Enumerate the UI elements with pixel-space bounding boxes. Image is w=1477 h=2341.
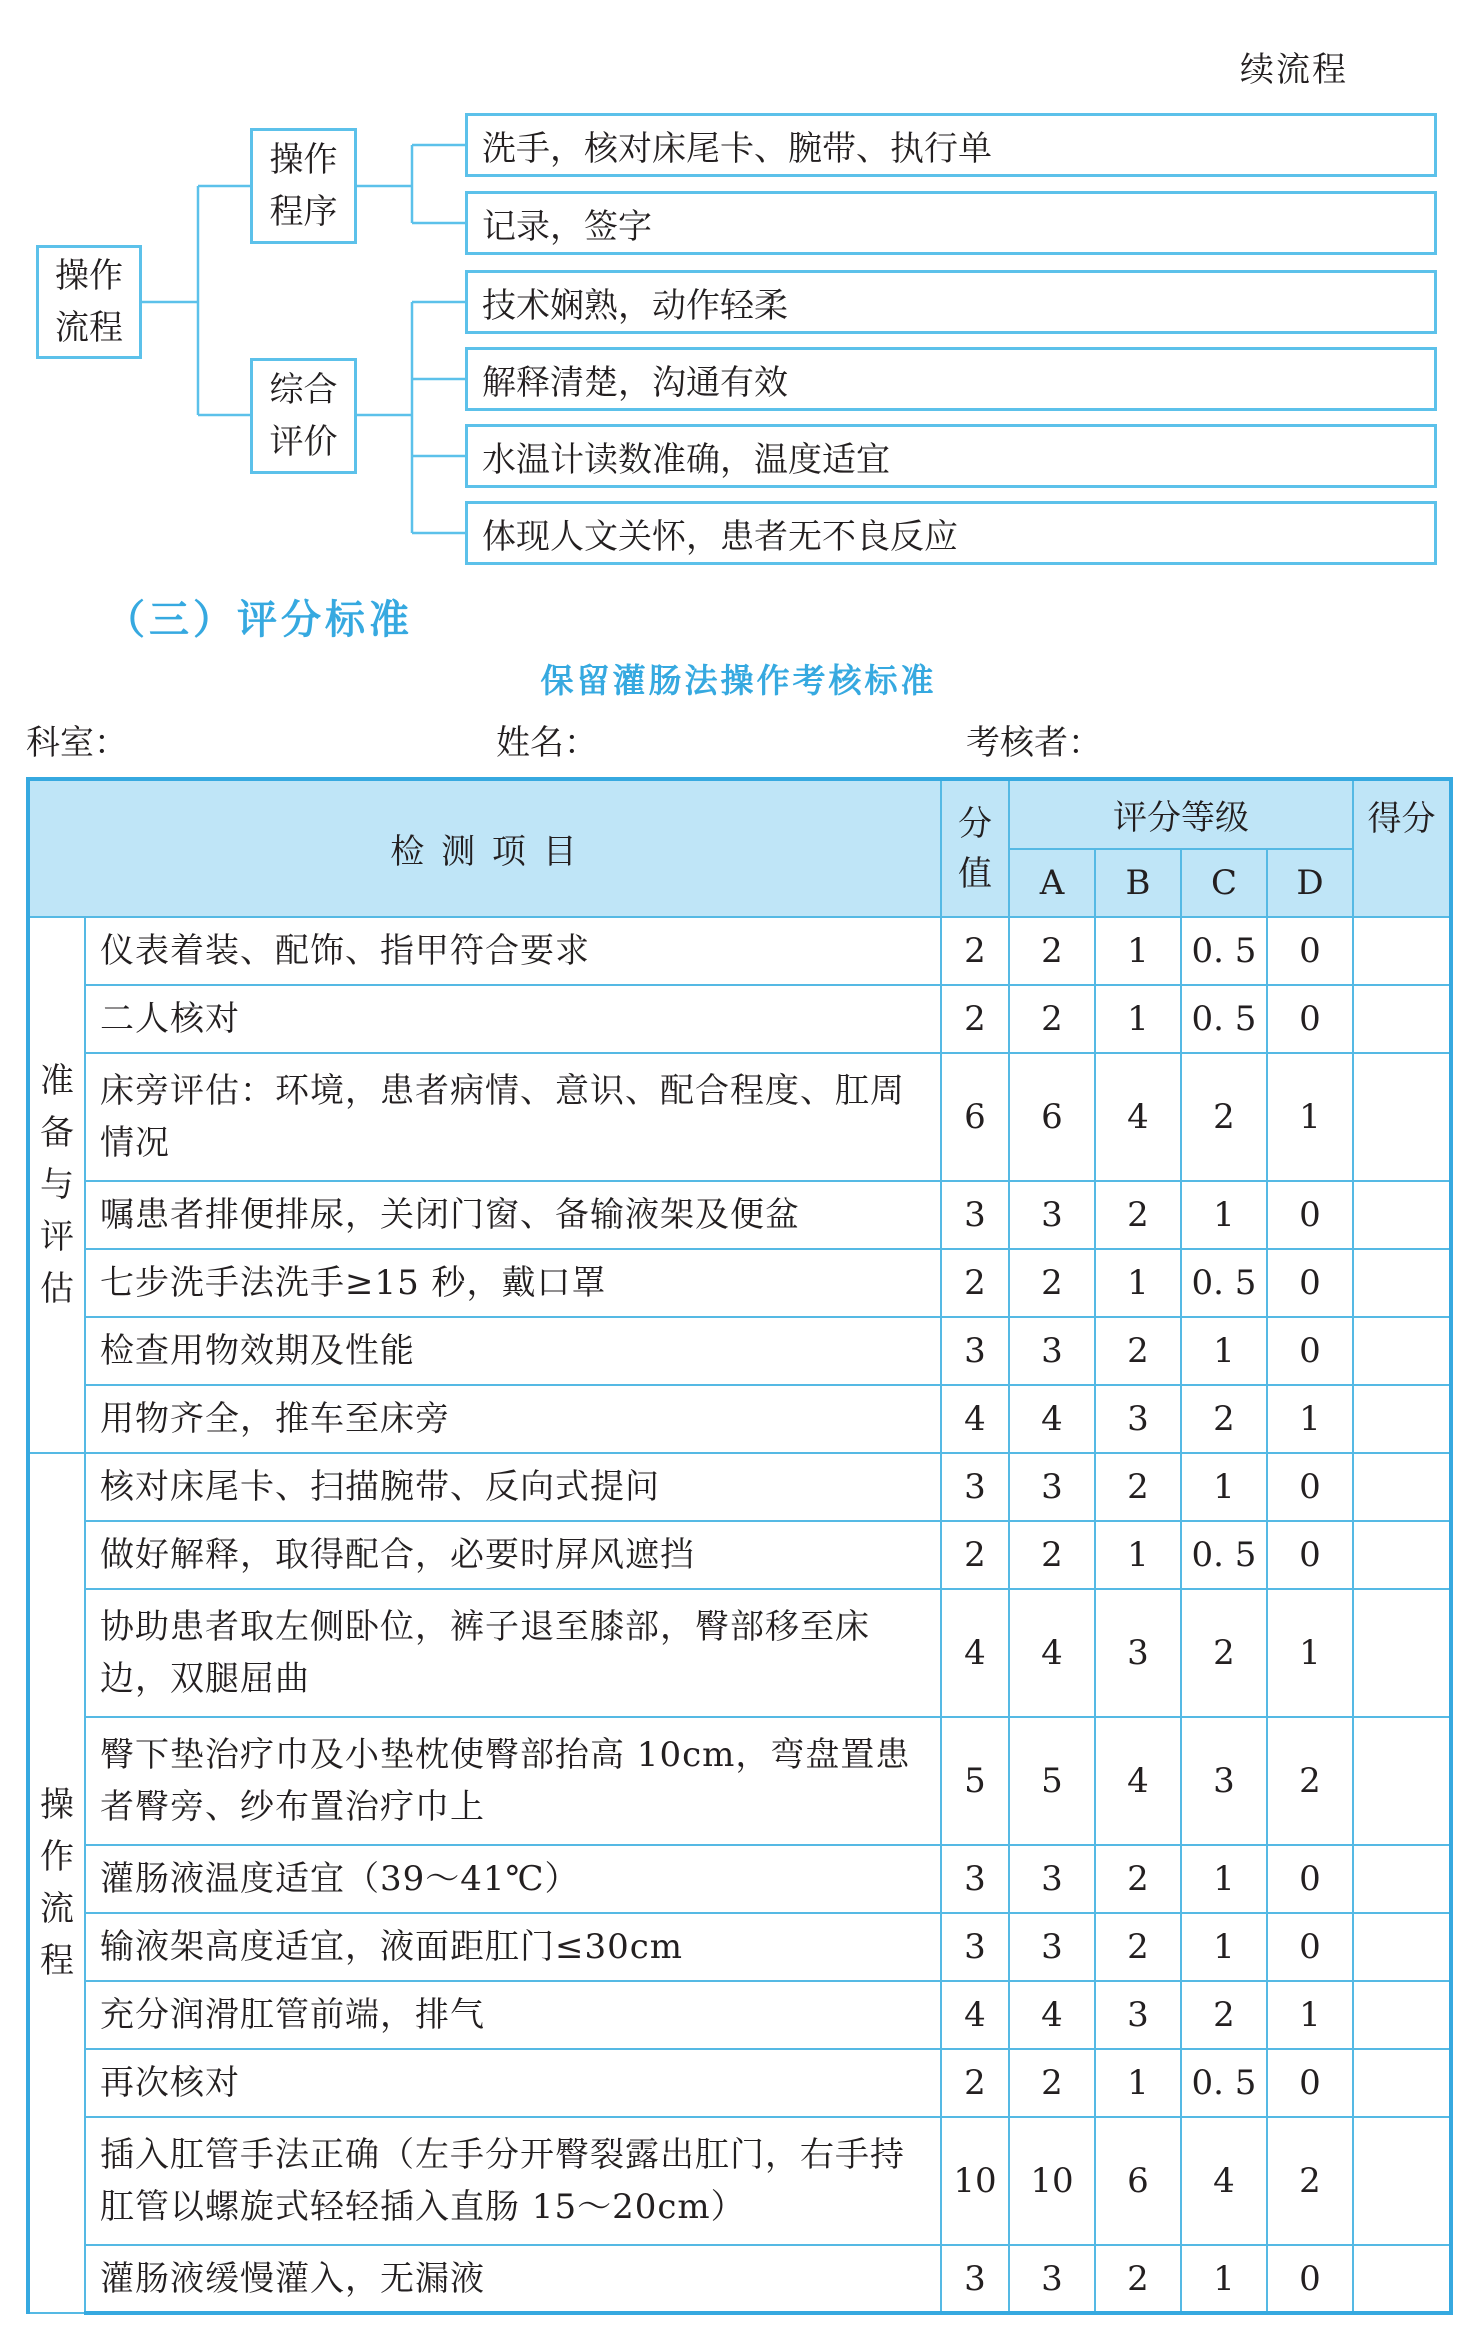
grade-a-cell: 4 <box>1009 1385 1095 1453</box>
flow-item: 洗手，核对床尾卡、腕带、执行单 <box>465 113 1437 177</box>
points-cell: 3 <box>941 2245 1009 2313</box>
grade-c-cell: 2 <box>1181 1385 1267 1453</box>
header-grade-b: B <box>1095 849 1181 917</box>
name-label: 姓名： <box>496 723 598 763</box>
flow-branch-procedure: 操作 程序 <box>250 128 357 244</box>
header-score: 得分 <box>1353 779 1451 917</box>
item-text: 二人核对 <box>85 985 941 1053</box>
points-cell: 4 <box>941 1385 1009 1453</box>
score-cell <box>1353 1053 1451 1181</box>
points-cell: 10 <box>941 2117 1009 2245</box>
score-cell <box>1353 1717 1451 1845</box>
grade-a-cell: 2 <box>1009 2049 1095 2117</box>
grade-b-cell: 1 <box>1095 985 1181 1053</box>
grade-d-cell: 0 <box>1267 1317 1353 1385</box>
grade-d-cell: 0 <box>1267 917 1353 985</box>
grade-d-cell: 0 <box>1267 1249 1353 1317</box>
grade-c-cell: 2 <box>1181 1053 1267 1181</box>
grade-b-cell: 2 <box>1095 1317 1181 1385</box>
grade-a-cell: 3 <box>1009 1181 1095 1249</box>
grade-a-cell: 10 <box>1009 2117 1095 2245</box>
grade-c-cell: 1 <box>1181 2245 1267 2313</box>
score-cell <box>1353 2245 1451 2313</box>
table-row <box>28 1317 1451 1385</box>
grade-c-cell: 0. 5 <box>1181 1521 1267 1589</box>
grade-d-cell: 0 <box>1267 1845 1353 1913</box>
grade-d-cell: 2 <box>1267 2117 1353 2245</box>
grade-b-cell: 1 <box>1095 917 1181 985</box>
points-cell: 2 <box>941 985 1009 1053</box>
grade-b-cell: 3 <box>1095 1385 1181 1453</box>
item-text: 再次核对 <box>85 2049 941 2117</box>
score-cell <box>1353 1453 1451 1521</box>
header-grade-a: A <box>1009 849 1095 917</box>
grade-c-cell: 2 <box>1181 1981 1267 2049</box>
grade-d-cell: 0 <box>1267 1181 1353 1249</box>
flow-branch-evaluation: 综合 评价 <box>250 358 357 474</box>
flow-item: 技术娴熟，动作轻柔 <box>465 270 1437 334</box>
item-text: 做好解释，取得配合，必要时屏风遮挡 <box>85 1521 941 1589</box>
header-grade: 评分等级 <box>1009 779 1353 849</box>
grade-b-cell: 3 <box>1095 1981 1181 2049</box>
grade-b-cell: 2 <box>1095 1845 1181 1913</box>
grade-c-cell: 1 <box>1181 1845 1267 1913</box>
department-label: 科室： <box>26 723 128 763</box>
grade-a-cell: 3 <box>1009 2245 1095 2313</box>
table-row <box>28 2117 1451 2245</box>
score-cell <box>1353 2049 1451 2117</box>
grade-b-cell: 6 <box>1095 2117 1181 2245</box>
grade-a-cell: 3 <box>1009 1453 1095 1521</box>
header-grade-d: D <box>1267 849 1353 917</box>
grade-c-cell: 0. 5 <box>1181 1249 1267 1317</box>
grade-c-cell: 3 <box>1181 1717 1267 1845</box>
grade-b-cell: 2 <box>1095 2245 1181 2313</box>
item-text: 仪表着装、配饰、指甲符合要求 <box>85 917 941 985</box>
item-text: 协助患者取左侧卧位，裤子退至膝部，臀部移至床边，双腿屈曲 <box>85 1589 941 1717</box>
points-cell: 3 <box>941 1317 1009 1385</box>
points-cell: 2 <box>941 1249 1009 1317</box>
header-points: 分值 <box>941 779 1009 917</box>
score-cell <box>1353 917 1451 985</box>
item-text: 灌肠液缓慢灌入，无漏液 <box>85 2245 941 2313</box>
table-row <box>28 917 1451 985</box>
table-row <box>28 2245 1451 2313</box>
grade-a-cell: 3 <box>1009 1913 1095 1981</box>
score-cell <box>1353 985 1451 1053</box>
grade-a-cell: 2 <box>1009 917 1095 985</box>
table-title: 保留灌肠法操作考核标准 <box>540 661 937 700</box>
points-cell: 6 <box>941 1053 1009 1181</box>
item-text: 充分润滑肛管前端，排气 <box>85 1981 941 2049</box>
flow-item: 解释清楚，沟通有效 <box>465 347 1437 411</box>
grade-b-cell: 4 <box>1095 1717 1181 1845</box>
score-cell <box>1353 1981 1451 2049</box>
examiner-label: 考核者： <box>966 723 1102 763</box>
points-cell: 5 <box>941 1717 1009 1845</box>
item-text: 床旁评估：环境，患者病情、意识、配合程度、肛周情况 <box>85 1053 941 1181</box>
grade-a-cell: 2 <box>1009 1521 1095 1589</box>
grade-b-cell: 2 <box>1095 1181 1181 1249</box>
grade-a-cell: 4 <box>1009 1589 1095 1717</box>
grade-c-cell: 1 <box>1181 1913 1267 1981</box>
table-row <box>28 1181 1451 1249</box>
table-row <box>28 1981 1451 2049</box>
grade-d-cell: 0 <box>1267 1453 1353 1521</box>
grade-c-cell: 1 <box>1181 1317 1267 1385</box>
score-cell <box>1353 1521 1451 1589</box>
points-cell: 2 <box>941 2049 1009 2117</box>
section-name: 准备与评估 <box>28 917 85 1453</box>
points-cell: 2 <box>941 917 1009 985</box>
score-cell <box>1353 1845 1451 1913</box>
grade-d-cell: 0 <box>1267 2245 1353 2313</box>
grade-d-cell: 1 <box>1267 1981 1353 2049</box>
grade-b-cell: 3 <box>1095 1589 1181 1717</box>
grade-b-cell: 1 <box>1095 1521 1181 1589</box>
item-text: 嘱患者排便排尿，关闭门窗、备输液架及便盆 <box>85 1181 941 1249</box>
score-cell <box>1353 1181 1451 1249</box>
grade-b-cell: 1 <box>1095 2049 1181 2117</box>
points-cell: 3 <box>941 1453 1009 1521</box>
grade-c-cell: 0. 5 <box>1181 917 1267 985</box>
item-text: 七步洗手法洗手≥15 秒，戴口罩 <box>85 1249 941 1317</box>
flow-root-box: 操作 流程 <box>36 245 142 359</box>
section-name: 操作流程 <box>28 1453 85 2313</box>
header-item: 检 测 项 目 <box>28 779 941 917</box>
table-row <box>28 1521 1451 1589</box>
points-cell: 2 <box>941 1521 1009 1589</box>
table-row <box>28 1589 1451 1717</box>
grade-a-cell: 3 <box>1009 1317 1095 1385</box>
grade-c-cell: 2 <box>1181 1589 1267 1717</box>
grade-d-cell: 0 <box>1267 1913 1353 1981</box>
table-row <box>28 1717 1451 1845</box>
score-cell <box>1353 1913 1451 1981</box>
grade-a-cell: 2 <box>1009 1249 1095 1317</box>
item-text: 灌肠液温度适宜（39～41℃） <box>85 1845 941 1913</box>
grade-b-cell: 1 <box>1095 1249 1181 1317</box>
grade-b-cell: 2 <box>1095 1453 1181 1521</box>
score-cell <box>1353 1589 1451 1717</box>
grade-d-cell: 1 <box>1267 1589 1353 1717</box>
table-row <box>28 985 1451 1053</box>
item-text: 用物齐全，推车至床旁 <box>85 1385 941 1453</box>
grade-d-cell: 0 <box>1267 2049 1353 2117</box>
grade-c-cell: 1 <box>1181 1453 1267 1521</box>
continued-flow-label: 续流程 <box>1240 50 1348 90</box>
points-cell: 4 <box>941 1981 1009 2049</box>
table-row <box>28 1845 1451 1913</box>
points-cell: 4 <box>941 1589 1009 1717</box>
scoring-table <box>26 777 1453 2315</box>
grade-c-cell: 0. 5 <box>1181 985 1267 1053</box>
grade-a-cell: 5 <box>1009 1717 1095 1845</box>
flow-item: 水温计读数准确，温度适宜 <box>465 424 1437 488</box>
item-text: 检查用物效期及性能 <box>85 1317 941 1385</box>
section-heading: （三）评分标准 <box>105 597 413 643</box>
score-cell <box>1353 2117 1451 2245</box>
grade-a-cell: 6 <box>1009 1053 1095 1181</box>
item-text: 插入肛管手法正确（左手分开臀裂露出肛门，右手持肛管以螺旋式轻轻插入直肠 15～20cm） <box>85 2117 941 2245</box>
grade-d-cell: 0 <box>1267 1521 1353 1589</box>
table-row <box>28 2049 1451 2117</box>
header-grade-c: C <box>1181 849 1267 917</box>
flow-item: 体现人文关怀，患者无不良反应 <box>465 501 1437 565</box>
grade-c-cell: 1 <box>1181 1181 1267 1249</box>
table-row <box>28 1053 1451 1181</box>
item-text: 核对床尾卡、扫描腕带、反向式提问 <box>85 1453 941 1521</box>
grade-b-cell: 4 <box>1095 1053 1181 1181</box>
item-text: 输液架高度适宜，液面距肛门≤30cm <box>85 1913 941 1981</box>
points-cell: 3 <box>941 1913 1009 1981</box>
table-row <box>28 1453 1451 1521</box>
grade-d-cell: 1 <box>1267 1385 1353 1453</box>
points-cell: 3 <box>941 1845 1009 1913</box>
grade-a-cell: 4 <box>1009 1981 1095 2049</box>
grade-d-cell: 1 <box>1267 1053 1353 1181</box>
grade-b-cell: 2 <box>1095 1913 1181 1981</box>
grade-a-cell: 3 <box>1009 1845 1095 1913</box>
table-row <box>28 1385 1451 1453</box>
grade-a-cell: 2 <box>1009 985 1095 1053</box>
points-cell: 3 <box>941 1181 1009 1249</box>
grade-d-cell: 0 <box>1267 985 1353 1053</box>
item-text: 臀下垫治疗巾及小垫枕使臀部抬高 10cm，弯盘置患者臀旁、纱布置治疗巾上 <box>85 1717 941 1845</box>
table-row <box>28 1249 1451 1317</box>
grade-d-cell: 2 <box>1267 1717 1353 1845</box>
table-row <box>28 1913 1451 1981</box>
score-cell <box>1353 1385 1451 1453</box>
score-cell <box>1353 1249 1451 1317</box>
flow-item: 记录，签字 <box>465 191 1437 255</box>
grade-c-cell: 4 <box>1181 2117 1267 2245</box>
grade-c-cell: 0. 5 <box>1181 2049 1267 2117</box>
score-cell <box>1353 1317 1451 1385</box>
